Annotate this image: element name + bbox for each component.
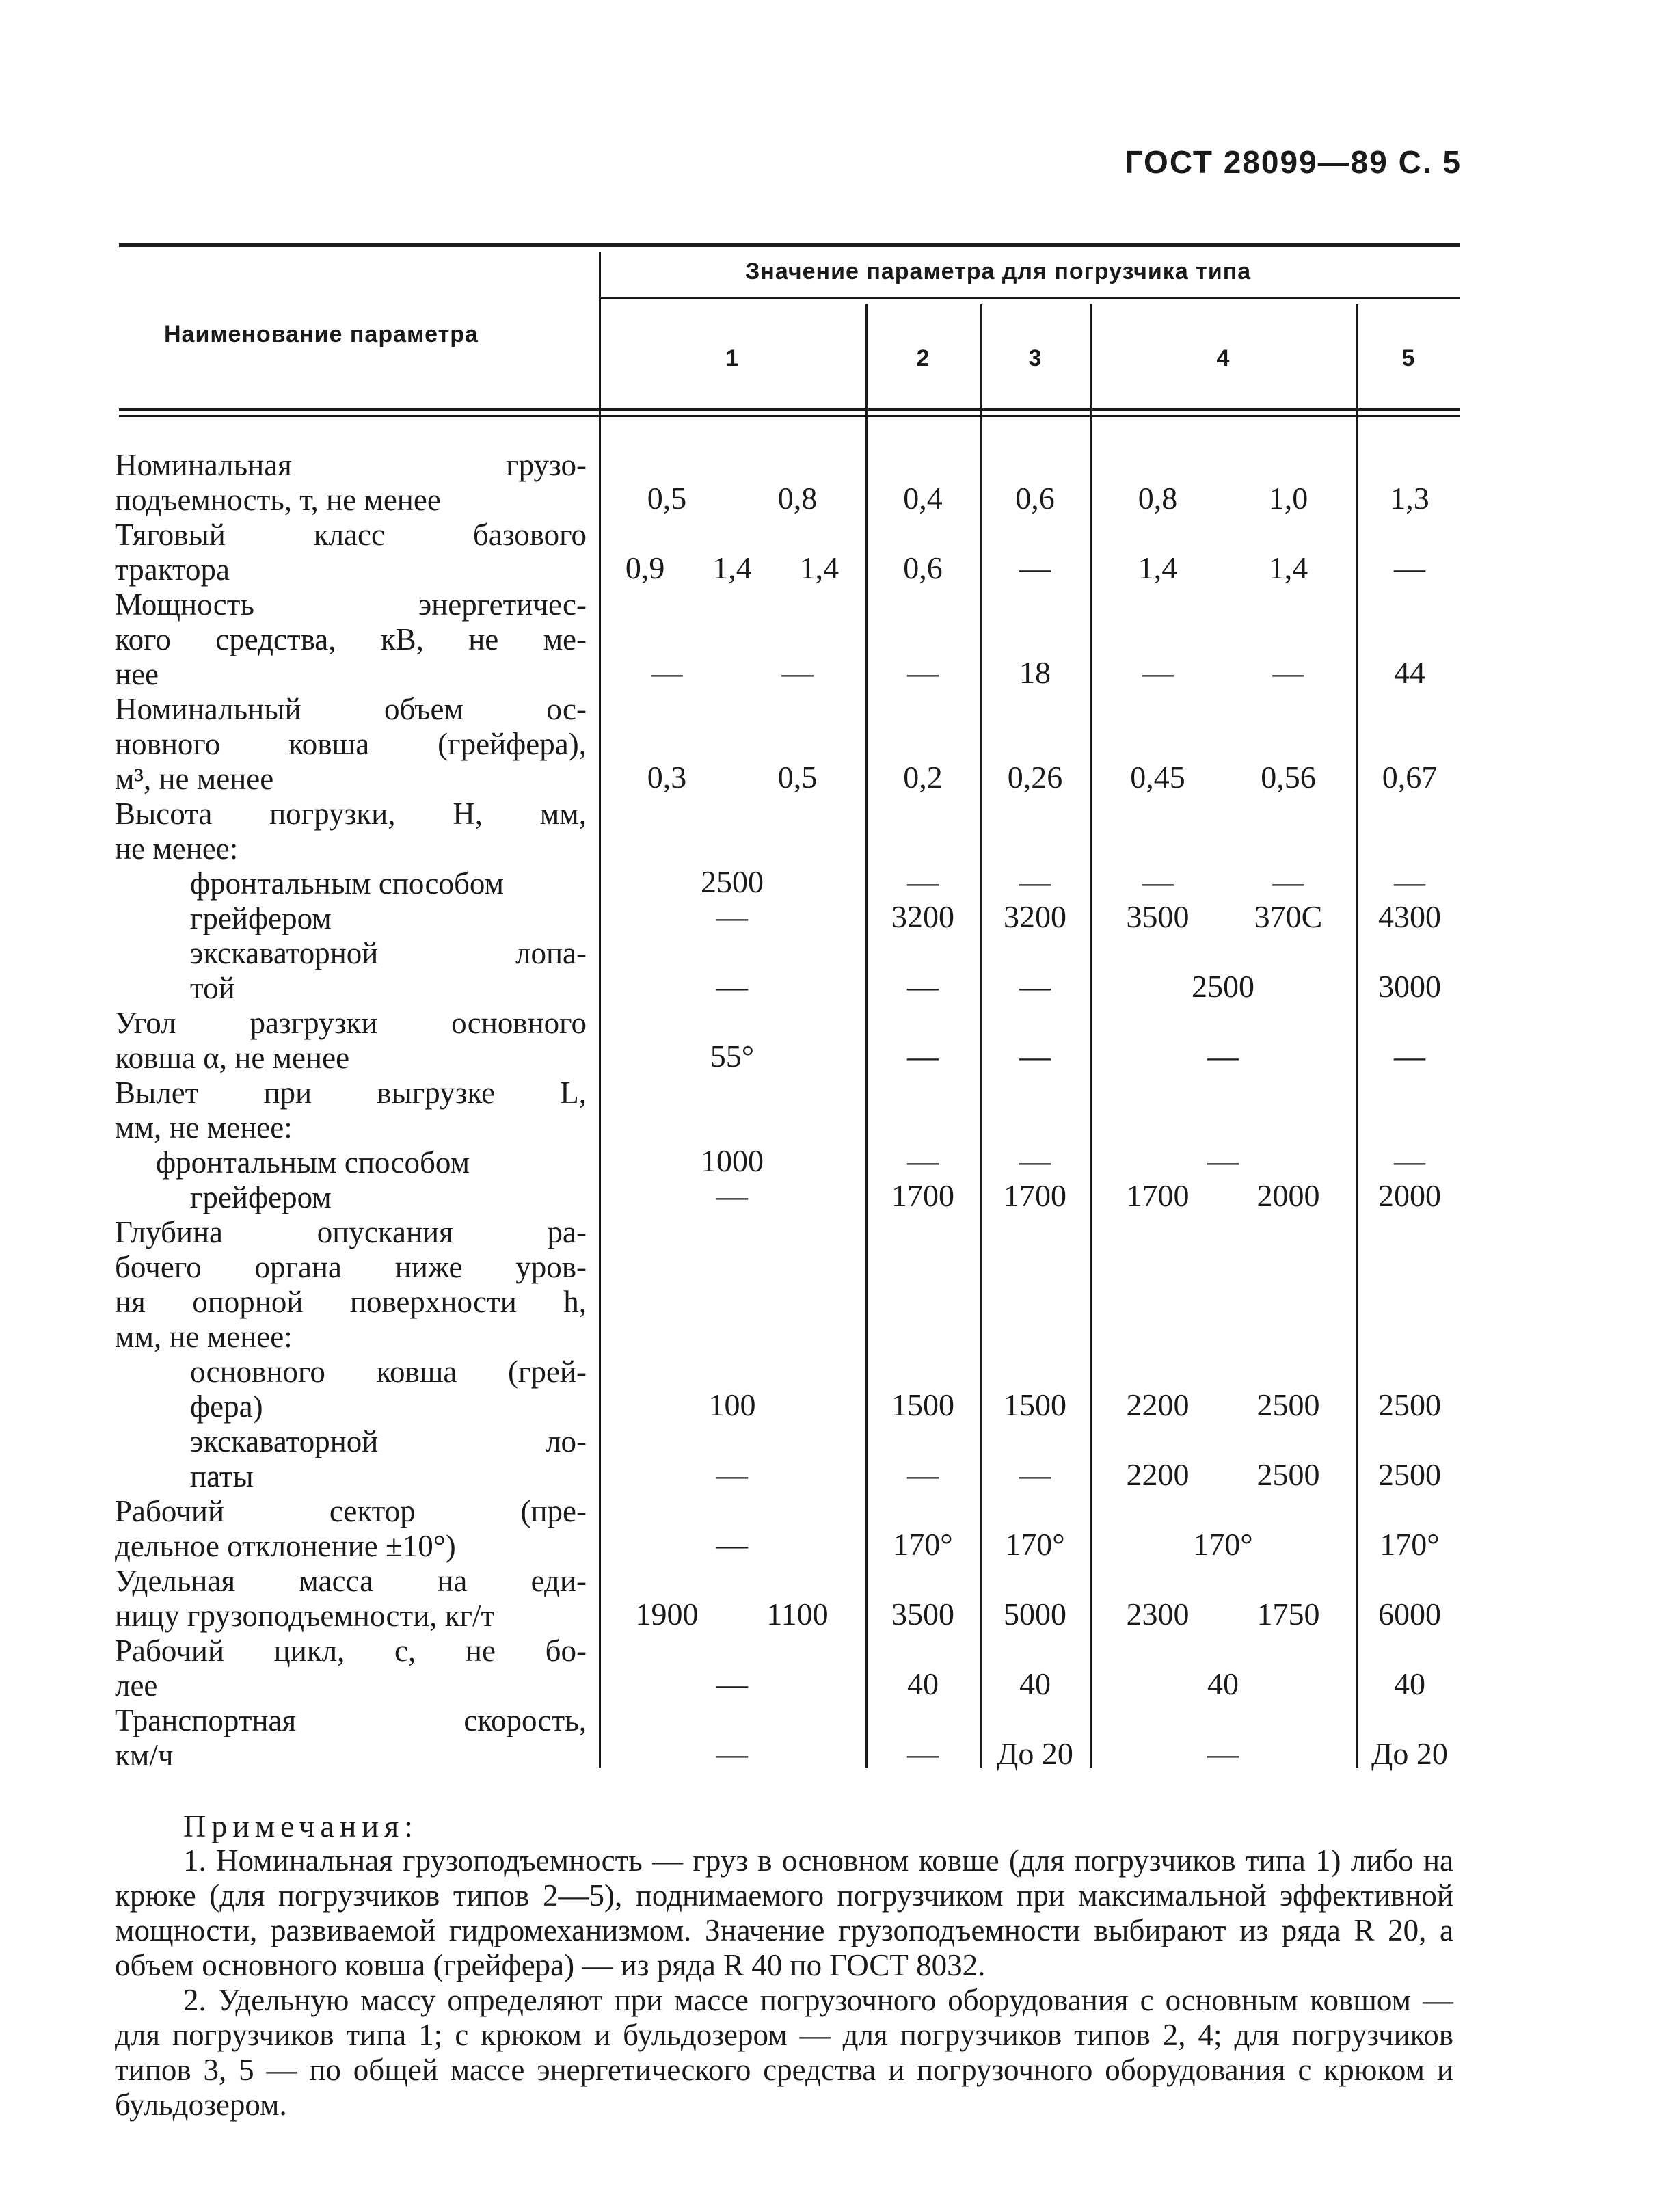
value-cell-type-3: 0,6 — [1015, 481, 1055, 516]
value-cell-type-4: 1,4 — [1138, 550, 1178, 585]
parameter-name-line: трактора — [115, 552, 230, 587]
value-cell-type-1: 0,5 — [777, 760, 818, 795]
parameter-name — [115, 797, 587, 866]
value-cell-type-2: — — [907, 1039, 939, 1074]
value-cell-type-3: До 20 — [997, 1736, 1073, 1771]
parameter-name-line: фронтальным способом — [190, 866, 505, 901]
value-cell-type-1: 0,8 — [777, 481, 818, 516]
value-cell-type-1: 1000 — [701, 1143, 764, 1178]
value-cell-type-5: 2000 — [1378, 1178, 1441, 1213]
parameter-name-line: нее — [115, 657, 159, 691]
value-cell-type-1: 0,5 — [647, 481, 687, 516]
value-cell-type-2: — — [907, 969, 939, 1004]
value-cell-type-1: — — [716, 899, 748, 934]
parameter-name-line: грейфером — [190, 1180, 332, 1214]
group-header-rule — [599, 297, 1460, 299]
parameter-name-line: той — [190, 971, 235, 1005]
value-cell-type-4: 1700 — [1126, 1178, 1190, 1213]
parameter-name-line: экскаваторной ло- — [190, 1424, 587, 1458]
parameter-name-line: экскаваторной лопа- — [190, 936, 587, 970]
value-cell-type-4: 2200 — [1126, 1457, 1190, 1492]
value-cell-type-3: — — [1019, 1039, 1051, 1074]
value-cell-type-4: 170° — [1193, 1527, 1253, 1562]
value-cell-type-3: 170° — [1005, 1527, 1065, 1562]
parameter-name — [115, 1355, 587, 1424]
value-cell-type-2: 170° — [893, 1527, 953, 1562]
value-cell-type-4: 2200 — [1126, 1387, 1190, 1422]
parameter-name-line: Вылет при выгрузке L, — [115, 1076, 587, 1110]
value-cell-type-1: — — [716, 969, 748, 1004]
value-cell-type-2: 0,4 — [903, 481, 943, 516]
value-cell-type-3: 1700 — [1004, 1178, 1066, 1213]
value-cell-type-4: 2500 — [1256, 1387, 1320, 1422]
parameter-name-line: Мощность энергетичес- — [115, 587, 587, 622]
parameter-name — [115, 1145, 587, 1180]
parameter-name-line: лее — [115, 1668, 158, 1703]
value-cell-type-5: 1,3 — [1390, 481, 1429, 516]
value-cell-type-5: 6000 — [1378, 1597, 1441, 1631]
value-cell-type-2: 3500 — [891, 1597, 954, 1631]
parameter-name-line: км/ч — [115, 1738, 174, 1772]
value-cell-type-1: 100 — [708, 1387, 756, 1422]
value-cell-type-5: 4300 — [1378, 899, 1441, 934]
column-divider — [865, 304, 868, 1768]
value-cell-type-1: 55° — [710, 1039, 755, 1074]
value-cell-type-4: 0,45 — [1130, 760, 1185, 795]
value-cell-type-1: — — [781, 655, 814, 690]
value-cell-type-1: 1100 — [766, 1597, 829, 1631]
parameter-name — [115, 936, 587, 1006]
parameter-name-line: Угол разгрузки основного — [115, 1006, 587, 1040]
param-column-header: Наименование параметра — [164, 321, 479, 347]
value-cell-type-3: 1500 — [1004, 1387, 1066, 1422]
parameter-name-line: Номинальная грузо- — [115, 448, 587, 482]
parameter-name-line: Рабочий сектор (пре- — [115, 1494, 587, 1528]
header-bottom-rule — [119, 408, 1460, 411]
notes-section — [115, 1809, 1453, 2122]
value-cell-type-4: — — [1142, 864, 1174, 899]
value-cell-type-4: 0,8 — [1138, 481, 1178, 516]
value-cell-type-2: 0,2 — [903, 760, 943, 795]
parameter-name — [115, 866, 587, 901]
col-header-type-2: 2 — [916, 345, 930, 371]
value-cell-type-2: — — [907, 655, 939, 690]
parameter-name-line: кого средства, кВ, не ме- — [115, 622, 587, 656]
value-cell-type-1: 1,4 — [712, 550, 752, 585]
parameter-name — [115, 1076, 587, 1145]
value-cell-type-3: 40 — [1019, 1666, 1051, 1701]
notes-title: Примечания: — [183, 1809, 418, 1843]
parameter-name — [115, 1564, 587, 1634]
parameter-name-line: паты — [190, 1459, 254, 1493]
value-cell-type-4: — — [1272, 864, 1304, 899]
parameter-name — [115, 1703, 587, 1773]
value-cell-type-5: 170° — [1380, 1527, 1440, 1562]
parameter-name — [115, 1180, 587, 1215]
parameter-name-line: ницу грузоподъемности, кг/т — [115, 1599, 495, 1633]
value-cell-type-5: — — [1394, 864, 1425, 899]
value-cell-type-1: — — [651, 655, 683, 690]
parameter-name-line: Удельная масса на еди- — [115, 1564, 587, 1598]
value-cell-type-4: — — [1272, 655, 1304, 690]
value-cell-type-2: — — [907, 1143, 939, 1178]
col-header-type-5: 5 — [1401, 345, 1415, 371]
value-cell-type-2: 1500 — [891, 1387, 954, 1422]
value-cell-type-2: — — [907, 864, 939, 899]
value-cell-type-4: 1750 — [1256, 1597, 1320, 1631]
column-divider — [1356, 304, 1358, 1768]
parameter-name — [115, 518, 587, 587]
value-cell-type-1: — — [716, 1178, 748, 1213]
value-cell-type-4: 0,56 — [1261, 760, 1316, 795]
table-top-rule — [119, 243, 1460, 247]
parameter-name — [115, 1006, 587, 1076]
value-cell-type-2: 40 — [907, 1666, 939, 1701]
value-cell-type-1: — — [716, 1457, 748, 1492]
value-cell-type-1: — — [716, 1736, 748, 1771]
column-divider — [1090, 304, 1092, 1768]
value-cell-type-1: 0,3 — [647, 760, 687, 795]
value-cell-type-4: — — [1142, 655, 1174, 690]
note-item: 2. Удельную массу определяют при массе погрузочного оборудования с основным ковшом — для погрузчиков типа 1; с крюком и бульдозером — для погрузчиков типов 2, 4; для погрузчиков типов 3, 5 — по общей массе энергетического средства и погрузочного оборудования с крюком и бульдозером. — [115, 1983, 1453, 2122]
value-cell-type-4: 2300 — [1126, 1597, 1190, 1631]
parameter-name-line: мм, не менее: — [115, 1110, 293, 1145]
value-cell-type-5: 0,67 — [1382, 760, 1438, 795]
value-cell-type-4: 1,0 — [1268, 481, 1308, 516]
parameter-name — [115, 1494, 587, 1564]
value-cell-type-4: 1,4 — [1268, 550, 1308, 585]
value-cell-type-5: До 20 — [1371, 1736, 1448, 1771]
value-cell-type-3: — — [1019, 864, 1051, 899]
parameter-name-line: Тяговый класс базового — [115, 518, 587, 552]
note-item: 1. Номинальная грузоподъемность — груз в основном ковше (для погрузчиков типа 1) либо на крюке (для погрузчиков типов 2—5), поднимаемого погрузчиком при максимальной эффективной мощности, развиваемой гидромеханизмом. Значение грузоподъемности выбирают из ряда R 20, а объем основного ковша (грейфера) — из ряда R 40 по ГОСТ 8032. — [115, 1843, 1453, 1982]
value-cell-type-4: — — [1207, 1143, 1239, 1178]
value-cell-type-1: 0,9 — [625, 550, 665, 585]
value-cell-type-4: 40 — [1207, 1666, 1239, 1701]
col-header-type-1: 1 — [725, 345, 739, 371]
value-cell-type-5: 2500 — [1378, 1387, 1441, 1422]
value-cell-type-1: — — [716, 1527, 748, 1562]
value-cell-type-5: — — [1394, 1143, 1425, 1178]
value-cell-type-5: 2500 — [1378, 1457, 1441, 1492]
parameter-name-line: дельное отклонение ±10°) — [115, 1529, 456, 1563]
value-cell-type-5: — — [1394, 1039, 1425, 1074]
col-header-type-3: 3 — [1028, 345, 1042, 371]
value-cell-type-2: — — [907, 1457, 939, 1492]
parameter-name — [115, 448, 587, 518]
value-cell-type-3: 18 — [1019, 655, 1051, 690]
value-cell-type-3: — — [1019, 1143, 1051, 1178]
parameter-name-line: Рабочий цикл, с, не бо- — [115, 1634, 587, 1668]
parameter-name-line: основного ковша (грей- — [190, 1355, 587, 1389]
value-cell-type-4: 2500 — [1256, 1457, 1320, 1492]
value-cell-type-4: — — [1207, 1736, 1239, 1771]
value-cell-type-3: 3200 — [1004, 899, 1066, 934]
parameter-name-line: Транспортная скорость, — [115, 1703, 587, 1737]
parameter-name-line: грейфером — [190, 901, 332, 935]
parameter-name-line: ковша α, не менее — [115, 1041, 350, 1075]
parameter-name-line: подъемность, т, не менее — [115, 483, 441, 517]
value-cell-type-3: — — [1019, 969, 1051, 1004]
parameter-name-line: м³, не менее — [115, 762, 274, 796]
value-cell-type-2: — — [907, 1736, 939, 1771]
parameter-name — [115, 901, 587, 936]
parameter-name-line: ня опорной поверхности h, — [115, 1285, 587, 1319]
parameter-name-line: Высота погрузки, Н, мм, — [115, 797, 587, 831]
column-divider — [599, 252, 601, 1768]
parameter-name-line: Глубина опускания ра- — [115, 1215, 587, 1249]
value-cell-type-5: 40 — [1394, 1666, 1425, 1701]
parameter-name-line: не менее: — [115, 831, 239, 866]
value-cell-type-1: 1,4 — [799, 550, 839, 585]
group-column-header: Значение параметра для погрузчика типа — [745, 258, 1252, 284]
value-cell-type-2: 0,6 — [903, 550, 943, 585]
value-cell-type-4: 3500 — [1126, 899, 1190, 934]
value-cell-type-5: — — [1394, 550, 1425, 585]
parameter-name — [115, 587, 587, 692]
col-header-type-4: 4 — [1216, 345, 1230, 371]
parameter-name-line: мм, не менее: — [115, 1320, 293, 1354]
value-cell-type-1: 1900 — [635, 1597, 699, 1631]
value-cell-type-3: 5000 — [1004, 1597, 1066, 1631]
value-cell-type-5: 44 — [1394, 655, 1425, 690]
value-cell-type-2: 3200 — [891, 899, 954, 934]
parameter-name — [115, 692, 587, 797]
parameter-name-line: Номинальный объем ос- — [115, 692, 587, 726]
value-cell-type-5: 3000 — [1378, 969, 1441, 1004]
column-divider — [980, 304, 982, 1768]
value-cell-type-4: 2500 — [1192, 969, 1254, 1004]
page-header: ГОСТ 28099—89 С. 5 — [1125, 144, 1462, 180]
parameter-name-line: бочего органа ниже уров- — [115, 1250, 587, 1284]
value-cell-type-3: — — [1019, 1457, 1051, 1492]
parameter-name-line: новного ковша (грейфера), — [115, 727, 587, 761]
value-cell-type-3: 0,26 — [1007, 760, 1063, 795]
parameter-name — [115, 1634, 587, 1703]
value-cell-type-1: 2500 — [701, 864, 764, 899]
header-bottom-rule-2 — [119, 415, 1460, 417]
parameter-name-line: фера) — [190, 1389, 263, 1424]
parameter-name-line: фронтальным способом — [156, 1145, 470, 1180]
value-cell-type-4: 370С — [1254, 899, 1323, 934]
value-cell-type-4: — — [1207, 1039, 1239, 1074]
parameter-name — [115, 1215, 587, 1355]
value-cell-type-4: 2000 — [1256, 1178, 1320, 1213]
value-cell-type-2: 1700 — [891, 1178, 954, 1213]
parameter-name — [115, 1424, 587, 1494]
value-cell-type-3: — — [1019, 550, 1051, 585]
value-cell-type-1: — — [716, 1666, 748, 1701]
